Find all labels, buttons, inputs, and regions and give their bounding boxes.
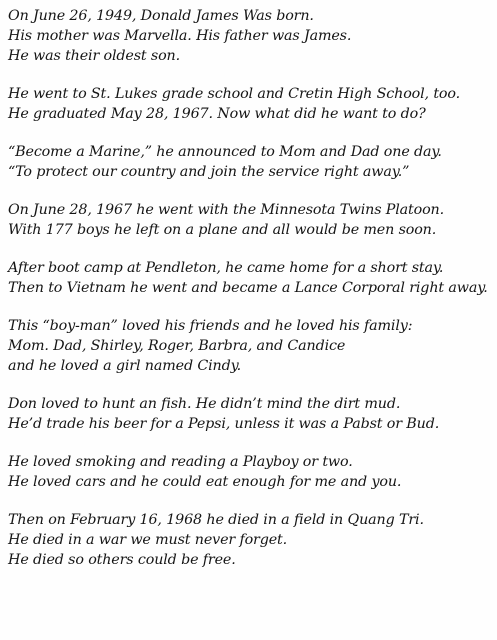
stanza-5 (8, 258, 492, 298)
poem-body (8, 6, 492, 588)
poem-line: He died so others could be free. (8, 552, 236, 568)
stanza-6 (8, 316, 492, 376)
stanza-9 (8, 510, 492, 570)
poem-line: He died in a war we must never forget. (8, 532, 288, 548)
poem-line: He loved cars and he could eat enough for me and you. (8, 474, 402, 490)
poem-line: and he loved a girl named Cindy. (8, 358, 242, 374)
poem-line: Mom. Dad, Shirley, Roger, Barbra, and Candice (8, 338, 346, 354)
poem-line: He went to St. Lukes grade school and Cretin High School, too. (8, 86, 460, 102)
stanza-4 (8, 200, 492, 240)
poem-line: He’d trade his beer for a Pepsi, unless it was a Pabst or Bud. (8, 416, 440, 432)
poem-line: He was their oldest son. (8, 48, 180, 64)
poem-line: He graduated May 28, 1967. Now what did he want to do? (8, 106, 426, 122)
poem-line: With 177 boys he left on a plane and all would be men soon. (8, 222, 437, 238)
poem-line: His mother was Marvella. His father was James. (8, 28, 352, 44)
poem-line: On June 26, 1949, Donald James Was born. (8, 8, 314, 24)
poem-line: He loved smoking and reading a Playboy or two. (8, 454, 353, 470)
stanza-3 (8, 142, 492, 182)
poem-line: This “boy-man” loved his friends and he loved his family: (8, 318, 413, 334)
stanza-7 (8, 394, 492, 434)
poem-line: “To protect our country and join the service right away.” (8, 164, 410, 180)
poem-line: Don loved to hunt an fish. He didn’t mind the dirt mud. (8, 396, 401, 412)
poem-line: On June 28, 1967 he went with the Minnesota Twins Platoon. (8, 202, 445, 218)
poem-line: Then to Vietnam he went and became a Lance Corporal right away. (8, 280, 488, 296)
stanza-2 (8, 84, 492, 124)
stanza-8 (8, 452, 492, 492)
poem-line: “Become a Marine,” he announced to Mom and Dad one day. (8, 144, 442, 160)
poem-line: Then on February 16, 1968 he died in a field in Quang Tri. (8, 512, 424, 528)
poem-line: After boot camp at Pendleton, he came home for a short stay. (8, 260, 444, 276)
stanza-1 (8, 6, 492, 66)
